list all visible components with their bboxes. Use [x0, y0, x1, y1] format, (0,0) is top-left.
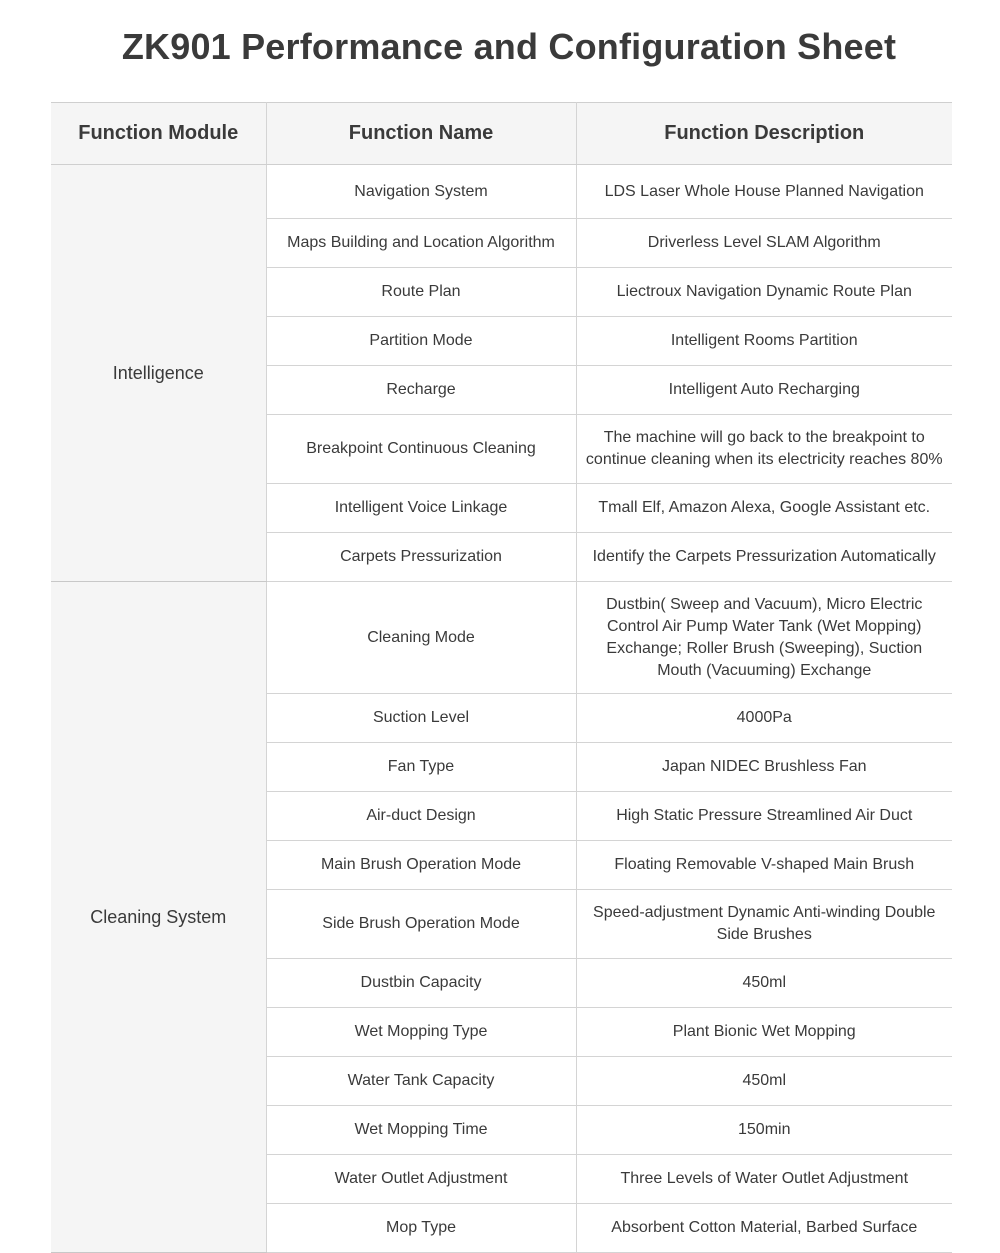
function-name-cell: Maps Building and Location Algorithm	[266, 219, 576, 268]
function-description-cell: Driverless Level SLAM Algorithm	[576, 219, 952, 268]
function-name-cell: Wet Mopping Type	[266, 1008, 576, 1057]
function-name-cell: Fan Type	[266, 743, 576, 792]
page-title: ZK901 Performance and Configuration Sheet	[121, 26, 897, 67]
function-name-cell: Air-duct Design	[266, 792, 576, 841]
function-name-cell: Breakpoint Continuous Cleaning	[266, 415, 576, 484]
table-row	[51, 165, 952, 219]
function-description-cell: 450ml	[576, 1057, 952, 1106]
table-row	[51, 582, 952, 694]
function-name-cell: Route Plan	[266, 268, 576, 317]
header-function-module: Function Module	[51, 103, 266, 165]
function-name-cell: Navigation System	[266, 165, 576, 219]
function-name-cell: Recharge	[266, 366, 576, 415]
function-description-cell: 150min	[576, 1106, 952, 1155]
function-description-cell: Absorbent Cotton Material, Barbed Surface	[576, 1204, 952, 1253]
function-description-cell: 4000Pa	[576, 694, 952, 743]
function-name-cell: Mop Type	[266, 1204, 576, 1253]
module-cell-intelligence: Intelligence	[51, 165, 266, 582]
function-description-cell: Speed-adjustment Dynamic Anti-winding Double Side Brushes	[576, 890, 952, 959]
table-header-row	[51, 103, 952, 165]
function-description-cell: Intelligent Rooms Partition	[576, 317, 952, 366]
function-description-cell: Intelligent Auto Recharging	[576, 366, 952, 415]
function-description-cell: Three Levels of Water Outlet Adjustment	[576, 1155, 952, 1204]
function-name-cell: Side Brush Operation Mode	[266, 890, 576, 959]
function-name-cell: Cleaning Mode	[266, 582, 576, 694]
function-name-cell: Wet Mopping Time	[266, 1106, 576, 1155]
function-description-cell: Identify the Carpets Pressurization Automatically	[576, 533, 952, 582]
function-description-cell: Japan NIDEC Brushless Fan	[576, 743, 952, 792]
function-name-cell: Suction Level	[266, 694, 576, 743]
header-function-description: Function Description	[576, 103, 952, 165]
function-description-cell: Liectroux Navigation Dynamic Route Plan	[576, 268, 952, 317]
function-description-cell: 450ml	[576, 959, 952, 1008]
function-description-cell: High Static Pressure Streamlined Air Duct	[576, 792, 952, 841]
header-function-name: Function Name	[266, 103, 576, 165]
function-description-cell: LDS Laser Whole House Planned Navigation	[576, 165, 952, 219]
function-description-cell: Floating Removable V-shaped Main Brush	[576, 841, 952, 890]
module-cell-cleaning-system: Cleaning System	[51, 582, 266, 1253]
function-description-cell: The machine will go back to the breakpoint to continue cleaning when its electricity reaches 80%	[576, 415, 952, 484]
function-name-cell: Water Outlet Adjustment	[266, 1155, 576, 1204]
function-name-cell: Carpets Pressurization	[266, 533, 576, 582]
function-name-cell: Dustbin Capacity	[266, 959, 576, 1008]
function-description-cell: Tmall Elf, Amazon Alexa, Google Assistant etc.	[576, 484, 952, 533]
function-name-cell: Partition Mode	[266, 317, 576, 366]
function-name-cell: Main Brush Operation Mode	[266, 841, 576, 890]
function-description-cell: Plant Bionic Wet Mopping	[576, 1008, 952, 1057]
function-name-cell: Intelligent Voice Linkage	[266, 484, 576, 533]
spec-table	[51, 102, 952, 1253]
function-description-cell: Dustbin( Sweep and Vacuum), Micro Electric Control Air Pump Water Tank (Wet Mopping) Exchange; Roller Brush (Sweeping), Suction Mouth (Vacuuming) Exchange	[576, 582, 952, 694]
function-name-cell: Water Tank Capacity	[266, 1057, 576, 1106]
